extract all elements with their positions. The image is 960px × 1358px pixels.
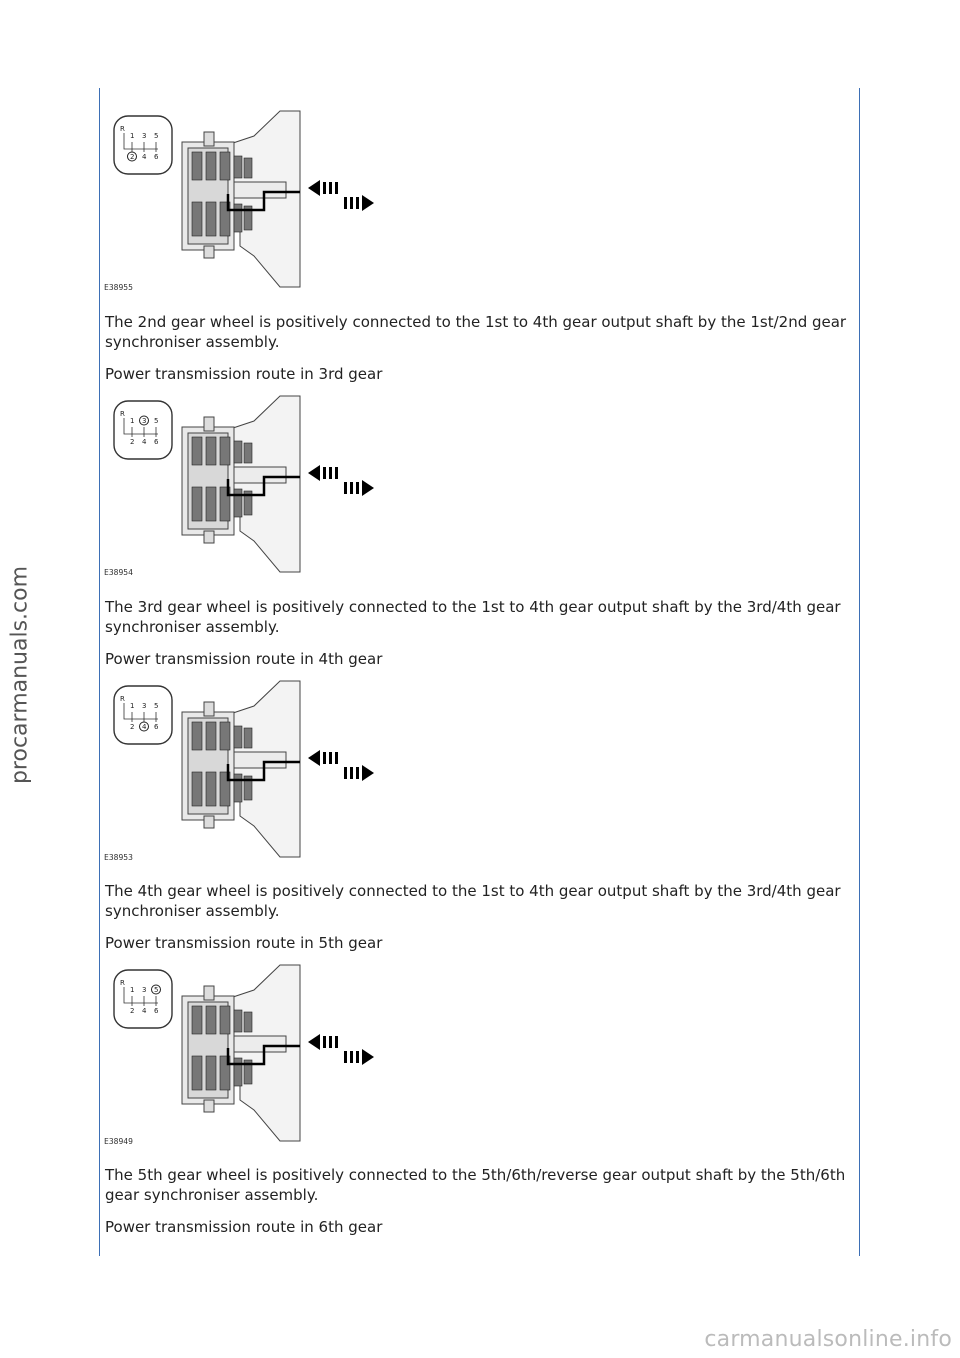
paragraph-3rd-gear: The 3rd gear wheel is positively connected to the 1st to 4th gear output shaft by the 3rd/4th gear synchroniser assembly. — [105, 598, 841, 636]
output-arrow-icon — [344, 195, 374, 211]
output-arrow-icon — [344, 765, 374, 781]
left-margin-rule — [99, 88, 100, 1256]
svg-text:5: 5 — [154, 132, 159, 140]
gearbox-housing — [182, 681, 300, 857]
svg-text:2: 2 — [130, 153, 135, 161]
svg-text:6: 6 — [154, 438, 159, 446]
shift-pattern-icon — [114, 970, 172, 1028]
heading-4th-gear: Power transmission route in 4th gear — [105, 650, 383, 668]
side-watermark — [6, 560, 34, 790]
svg-text:3: 3 — [142, 132, 147, 140]
svg-text:4: 4 — [142, 438, 147, 446]
svg-text:3: 3 — [142, 986, 147, 994]
shift-pattern-icon — [114, 401, 172, 459]
gearbox-housing — [182, 965, 300, 1141]
svg-text:5: 5 — [154, 986, 159, 994]
svg-text:1: 1 — [130, 132, 135, 140]
gearbox-housing — [182, 111, 300, 287]
figure-code: E38953 — [104, 853, 133, 862]
svg-text:4: 4 — [142, 723, 147, 731]
svg-text:5: 5 — [154, 417, 159, 425]
heading-6th-gear: Power transmission route in 6th gear — [105, 1218, 383, 1236]
input-arrow-icon — [308, 750, 338, 766]
input-arrow-icon — [308, 180, 338, 196]
svg-text:R: R — [120, 410, 125, 418]
svg-text:3: 3 — [142, 702, 147, 710]
svg-text:5: 5 — [154, 702, 159, 710]
svg-text:1: 1 — [130, 702, 135, 710]
svg-text:6: 6 — [154, 723, 159, 731]
svg-text:6: 6 — [154, 1007, 159, 1015]
paragraph-5th-gear: The 5th gear wheel is positively connected to the 5th/6th/reverse gear output shaft by the 5th/6th gear synchroniser assembly. — [105, 1166, 846, 1204]
svg-text:R: R — [120, 125, 125, 133]
transmission-diagram-1 — [104, 106, 394, 292]
svg-text:2: 2 — [130, 438, 135, 446]
figure-code: E38949 — [104, 1137, 133, 1146]
input-arrow-icon — [308, 1034, 338, 1050]
figure-code: E38955 — [104, 283, 133, 292]
svg-text:2: 2 — [130, 1007, 135, 1015]
gearbox-illustration — [104, 106, 394, 292]
gearbox-illustration — [104, 676, 394, 862]
svg-text:1: 1 — [130, 417, 135, 425]
svg-text:R: R — [120, 979, 125, 987]
transmission-diagram-2 — [104, 391, 394, 577]
input-arrow-icon — [308, 465, 338, 481]
side-watermark-text: procarmanuals.com — [7, 565, 33, 785]
footer-watermark: carmanualsonline.info — [704, 1327, 952, 1352]
svg-text:6: 6 — [154, 153, 159, 161]
heading-5th-gear: Power transmission route in 5th gear — [105, 934, 383, 952]
gearbox-illustration — [104, 391, 394, 577]
gearbox-illustration — [104, 960, 394, 1146]
paragraph-4th-gear: The 4th gear wheel is positively connected to the 1st to 4th gear output shaft by the 3rd/4th gear synchroniser assembly. — [105, 882, 841, 920]
gearbox-housing — [182, 396, 300, 572]
svg-text:R: R — [120, 695, 125, 703]
svg-text:4: 4 — [142, 1007, 147, 1015]
paragraph-2nd-gear: The 2nd gear wheel is positively connected to the 1st to 4th gear output shaft by the 1st/2nd gear synchroniser assembly. — [105, 313, 847, 351]
svg-text:3: 3 — [142, 417, 147, 425]
transmission-diagram-3 — [104, 676, 394, 862]
shift-pattern-icon — [114, 686, 172, 744]
svg-text:1: 1 — [130, 986, 135, 994]
svg-text:4: 4 — [142, 153, 147, 161]
transmission-diagram-4 — [104, 960, 394, 1146]
heading-3rd-gear: Power transmission route in 3rd gear — [105, 365, 383, 383]
svg-text:2: 2 — [130, 723, 135, 731]
right-margin-rule — [859, 88, 860, 1256]
output-arrow-icon — [344, 1049, 374, 1065]
output-arrow-icon — [344, 480, 374, 496]
shift-pattern-icon — [114, 116, 172, 174]
figure-code: E38954 — [104, 568, 133, 577]
